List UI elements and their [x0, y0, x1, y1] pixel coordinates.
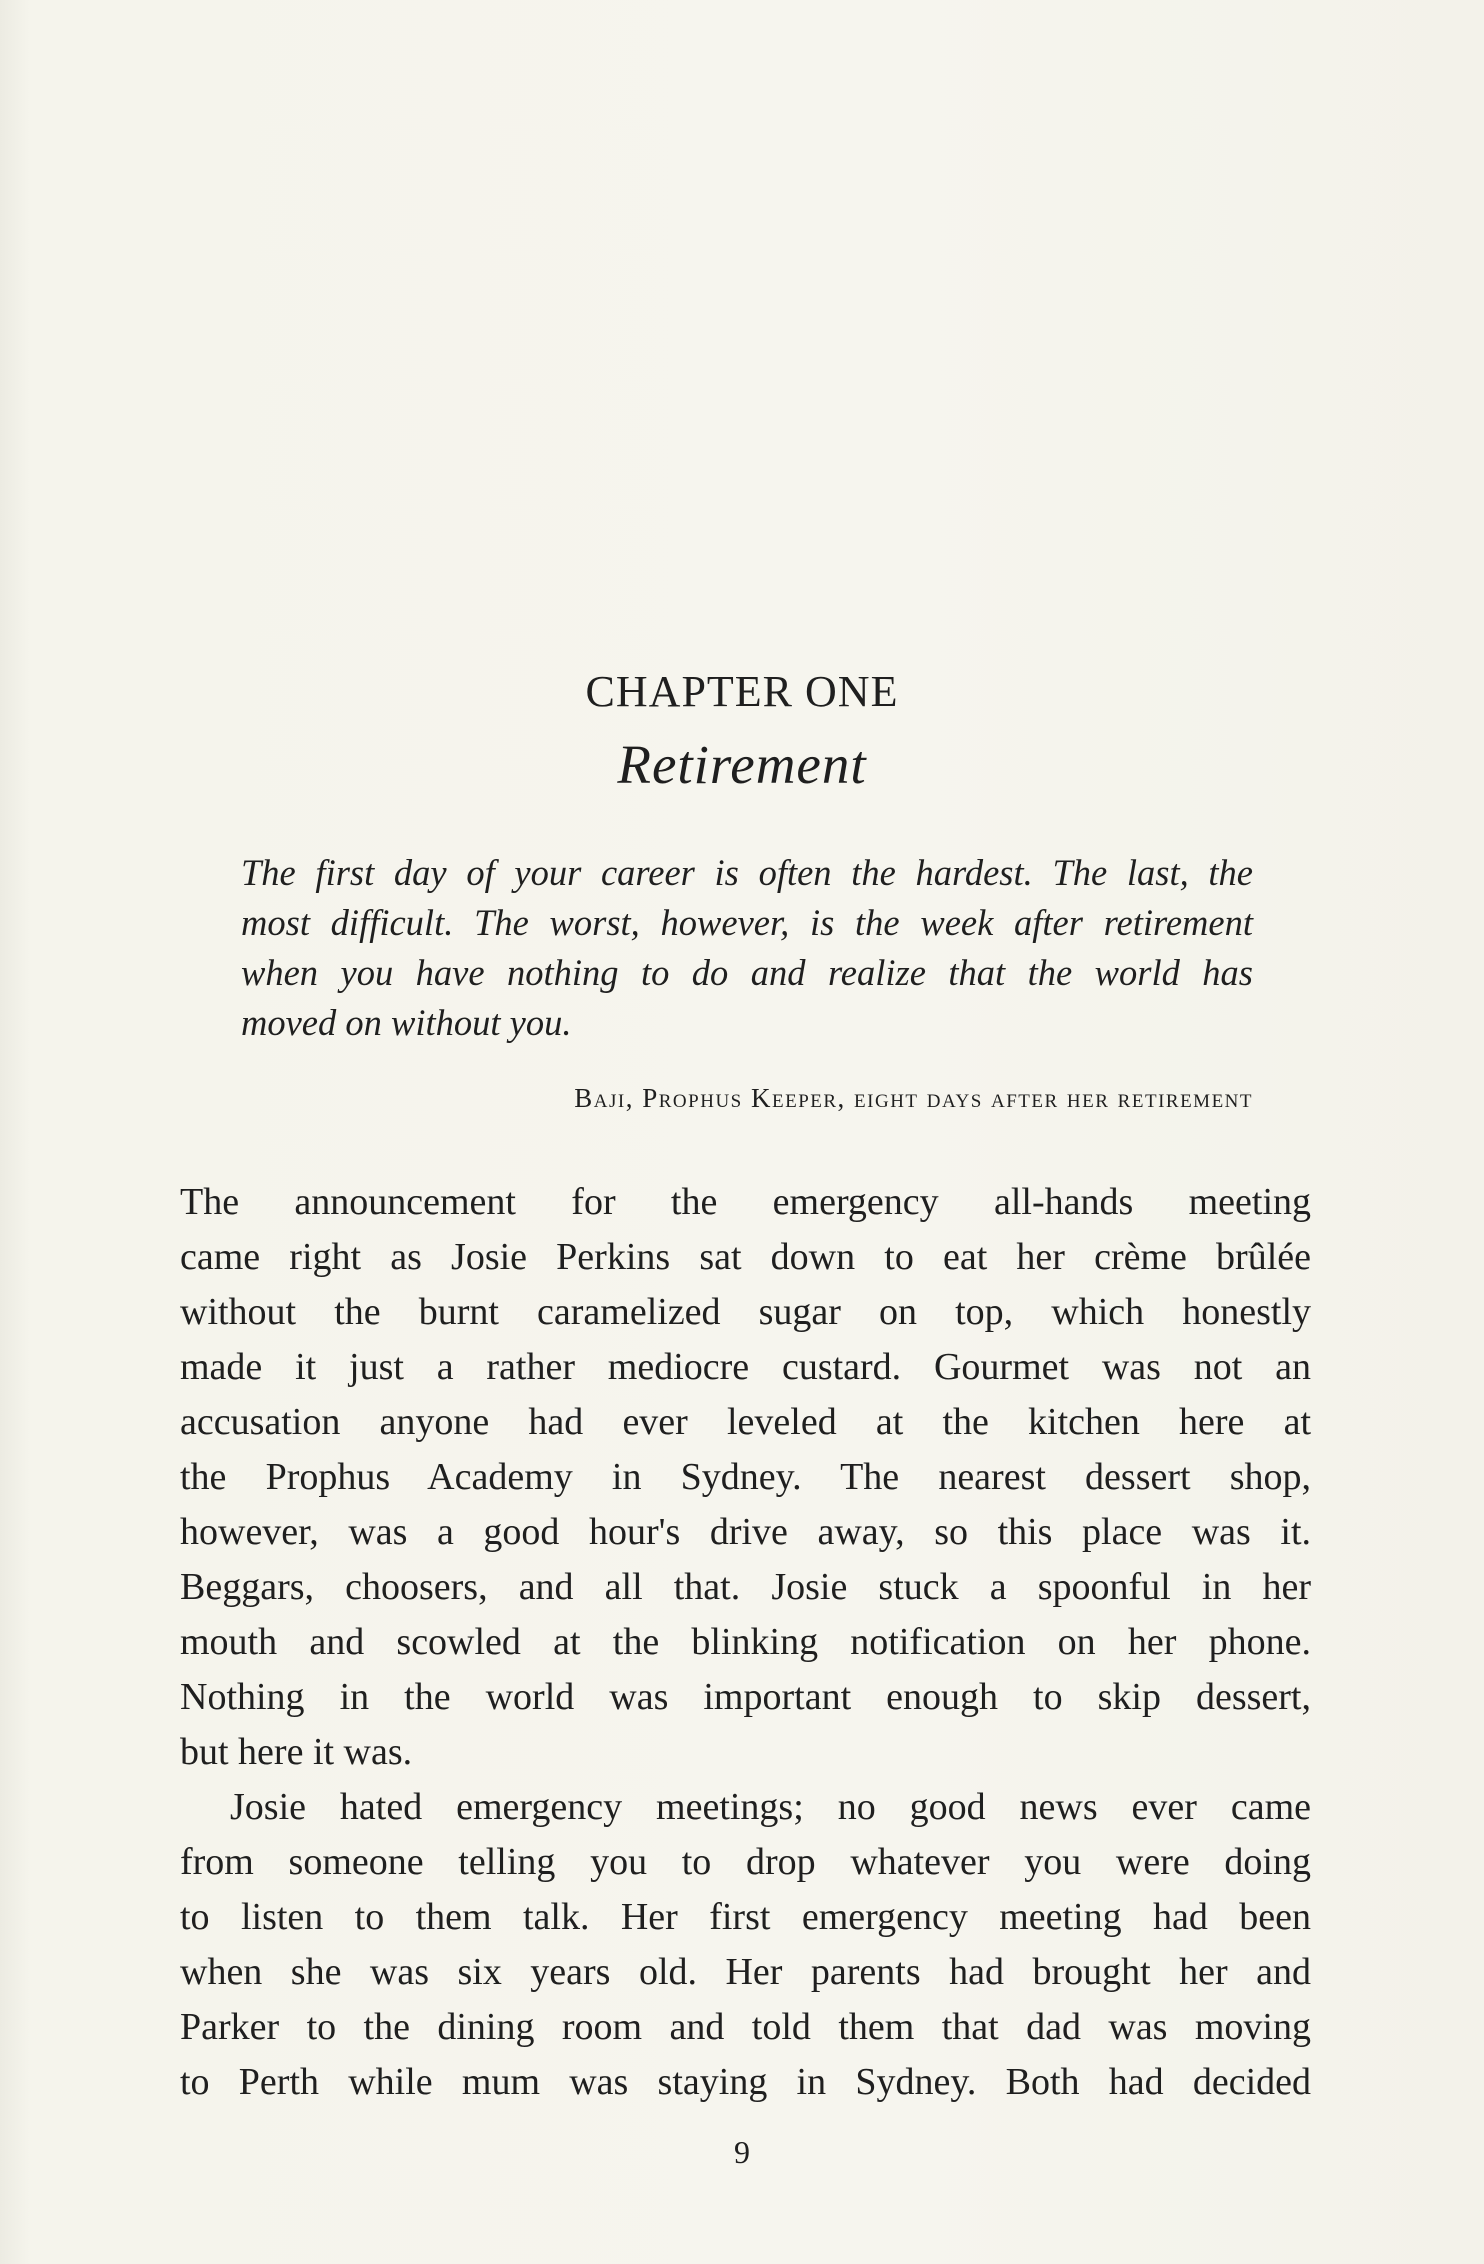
paragraph-1-line: mouth and scowled at the blinking notification on her phone. [180, 1621, 1311, 1663]
paragraph-1-line: Nothing in the world was important enough to skip dessert, [180, 1676, 1311, 1718]
paragraph-2-line: to Perth while mum was staying in Sydney. Both had decided [180, 2061, 1311, 2103]
paragraph-2-line: from someone telling you to drop whatever you were doing [180, 1841, 1311, 1883]
epigraph-line: The first day of your career is often the hardest. The last, the [241, 852, 1253, 893]
chapter-number: CHAPTER ONE [585, 667, 899, 716]
epigraph [241, 848, 1253, 1048]
paragraph-1-line: made it just a rather mediocre custard. Gourmet was not an [180, 1346, 1311, 1388]
paragraph-1-line: but here it was. [180, 1731, 413, 1773]
page-number: 9 [734, 2134, 750, 2170]
epigraph-line: moved on without you. [241, 1002, 572, 1043]
epigraph-attribution: Baji, Prophus Keeper, eight days after her retirement [574, 1083, 1253, 1113]
paragraph-1-line: however, was a good hour's drive away, so this place was it. [180, 1511, 1311, 1553]
paragraph-1-line: without the burnt caramelized sugar on top, which honestly [180, 1291, 1311, 1333]
epigraph-line: most difficult. The worst, however, is the week after retirement [241, 902, 1253, 943]
paragraph-2-line: Josie hated emergency meetings; no good news ever came [230, 1786, 1311, 1828]
epigraph-line: when you have nothing to do and realize that the world has [241, 952, 1253, 993]
paragraph-1-line: Beggars, choosers, and all that. Josie stuck a spoonful in her [180, 1566, 1311, 1608]
paragraph-1-line: the Prophus Academy in Sydney. The nearest dessert shop, [180, 1456, 1311, 1498]
paragraph-1-line: The announcement for the emergency all-hands meeting [180, 1181, 1311, 1223]
paragraph-2-line: when she was six years old. Her parents had brought her and [180, 1951, 1311, 1993]
body-text [180, 1175, 1311, 2110]
paragraph-1-line: accusation anyone had ever leveled at the kitchen here at [180, 1401, 1311, 1443]
paragraph-2-line: Parker to the dining room and told them that dad was moving [180, 2006, 1311, 2048]
paragraph-2-line: to listen to them talk. Her first emergency meeting had been [180, 1896, 1311, 1938]
paragraph-1-line: came right as Josie Perkins sat down to eat her crème brûlée [180, 1236, 1311, 1278]
chapter-title: Retirement [617, 734, 867, 795]
